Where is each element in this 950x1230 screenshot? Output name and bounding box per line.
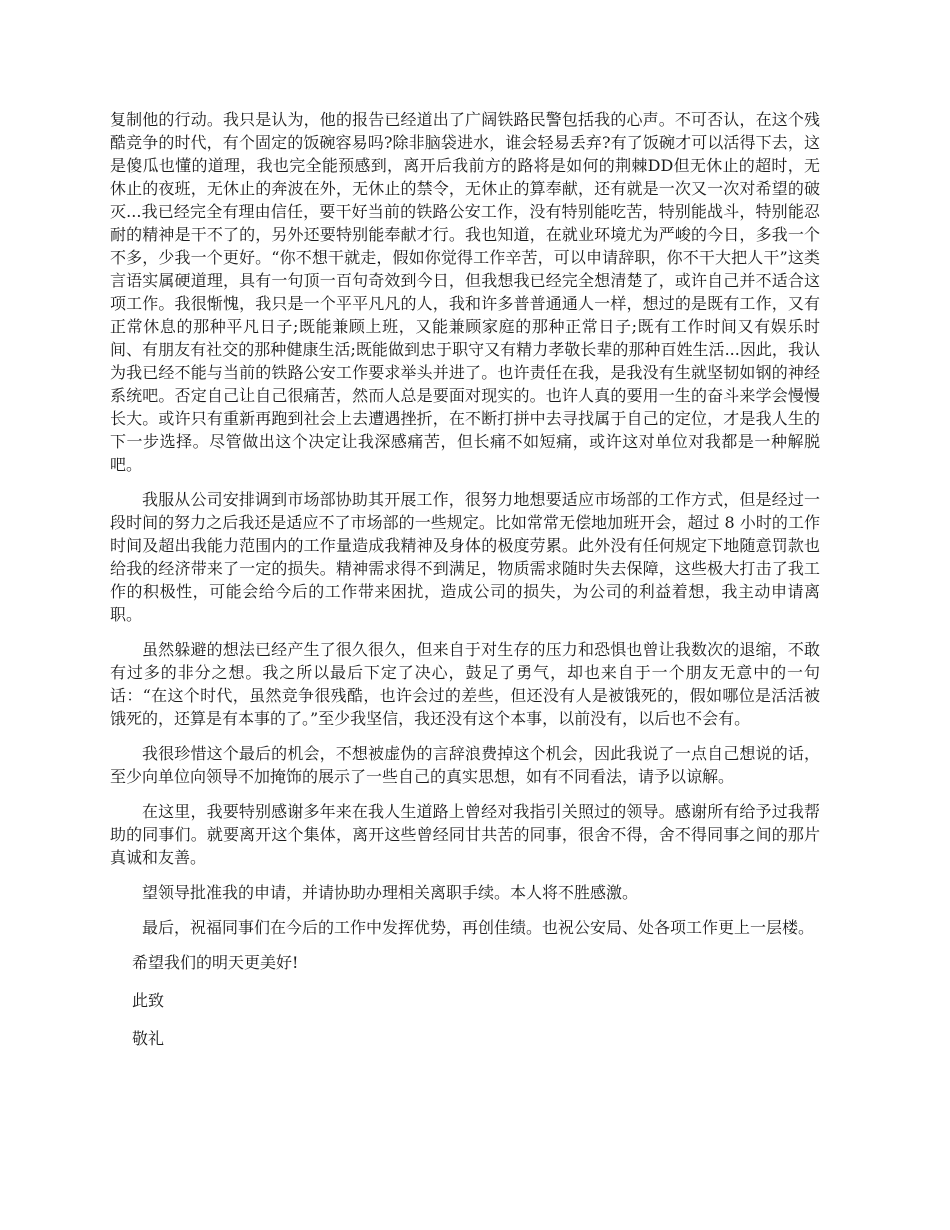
closing-wish: 希望我们的明天更美好! <box>132 953 299 972</box>
paragraph-decision: 虽然躲避的想法已经产生了很久很久，但来自于对生存的压力和恐惧也曾让我数次的退缩，不敢有过多的非分之想。我之所以最后下定了决心，鼓足了勇气，却也来自于一个朋友无意中的一句话：“在这个时代，虽然竞争很残酷，也许会过的差些，但还没有人是被饿死的，假如哪位是活活被饿死的，还算是有本事的了。”至少我坚信，我还没有这个本事，以前没有，以后也不会有。 <box>110 640 820 728</box>
letter-closing <box>110 951 820 1050</box>
paragraph-request: 望领导批准我的申请，并请协助办理相关离职手续。本人将不胜感激。 <box>142 883 639 902</box>
paragraph-thanks: 在这里，我要特别感谢多年来在我人生道路上曾经对我指引关照过的领导。感谢所有给予过我帮助的同事们。就要离开这个集体，离开这些曾经同甘共苦的同事，很舍不得，舍不得同事之间的那片真诚和友善。 <box>110 802 820 867</box>
letter-body <box>110 108 820 939</box>
paragraph-last-chance: 我很珍惜这个最后的机会，不想被虚伪的言辞浪费掉这个机会，因此我说了一点自己想说的话，至少向单位向领导不加掩饰的展示了一些自己的真实思想，如有不同看法，请予以谅解。 <box>110 744 820 786</box>
paragraph-market-transfer: 我服从公司安排调到市场部协助其开展工作，很努力地想要适应市场部的工作方式，但是经过一段时间的努力之后我还是适应不了市场部的一些规定。比如常常无偿地加班开会，超过 8 小时的工作时间及超出我能力范围内的工作量造成我精神及身体的极度劳累。此外没有任何规定下地随意罚款也给我的经济带来了一定的损失。精神需求得不到满足，物质需求随时失去保障，这些极大打击了我工作的积极性，可能会给今后的工作带来困扰，造成公司的损失，为公司的利益着想，我主动申请离职。 <box>110 490 820 624</box>
closing-salutation: 此致 <box>132 991 165 1010</box>
paragraph-continuation: 复制他的行动。我只是认为，他的报告已经道出了广阔铁路民警包括我的心声。不可否认，在这个残酷竞争的时代，有个固定的饭碗容易吗?除非脑袋进水，谁会轻易丢弃?有了饭碗才可以活得下去，这是傻瓜也懂的道理，我也完全能预感到，离开后我前方的路将是如何的荆棘DD但无休止的超时，无休止的夜班，无休止的奔波在外，无休止的禁令，无休止的算奉献，还有就是一次又一次对希望的破灭...我已经完全有理由信任，要干好当前的铁路公安工作，没有特别能吃苦，特别能战斗，特别能忍耐的精神是干不了的，另外还要特别能奉献才行。我也知道，在就业环境尤为严峻的今日，多我一个不多，少我一个更好。“你不想干就走，假如你觉得工作辛苦，可以申请辞职，你不干大把人干”这类言语实属硬道理，具有一句顶一百句奇效到今日，但我想我已经完全想清楚了，或许自己并不适合这项工作。我很惭愧，我只是一个平平凡凡的人，我和许多普普通通人一样，想过的是既有工作，又有正常休息的那种平凡日子;既能兼顾上班，又能兼顾家庭的那种正常日子;既有工作时间又有娱乐时间、有朋友有社交的那种健康生活;既能做到忠于职守又有精力孝敬长辈的那种百姓生活...因此，我认为我已经不能与当前的铁路公安工作要求举头并进了。也许责任在我，是我没有生就坚韧如钢的神经系统吧。否定自己让自己很痛苦，然而人总是要面对现实的。也许人真的要用一生的奋斗来学会慢慢长大。或许只有重新再跑到社会上去遭遇挫折，在不断打拼中去寻找属于自己的定位，才是我人生的下一步选择。尽管做出这个决定让我深感痛苦，但长痛不如短痛，或许这对单位对我都是一种解脱吧。 <box>110 110 820 474</box>
closing-regards: 敬礼 <box>132 1029 165 1048</box>
paragraph-blessing: 最后，祝福同事们在今后的工作中发挥优势，再创佳绩。也祝公安局、处各项工作更上一层楼。 <box>142 918 815 937</box>
